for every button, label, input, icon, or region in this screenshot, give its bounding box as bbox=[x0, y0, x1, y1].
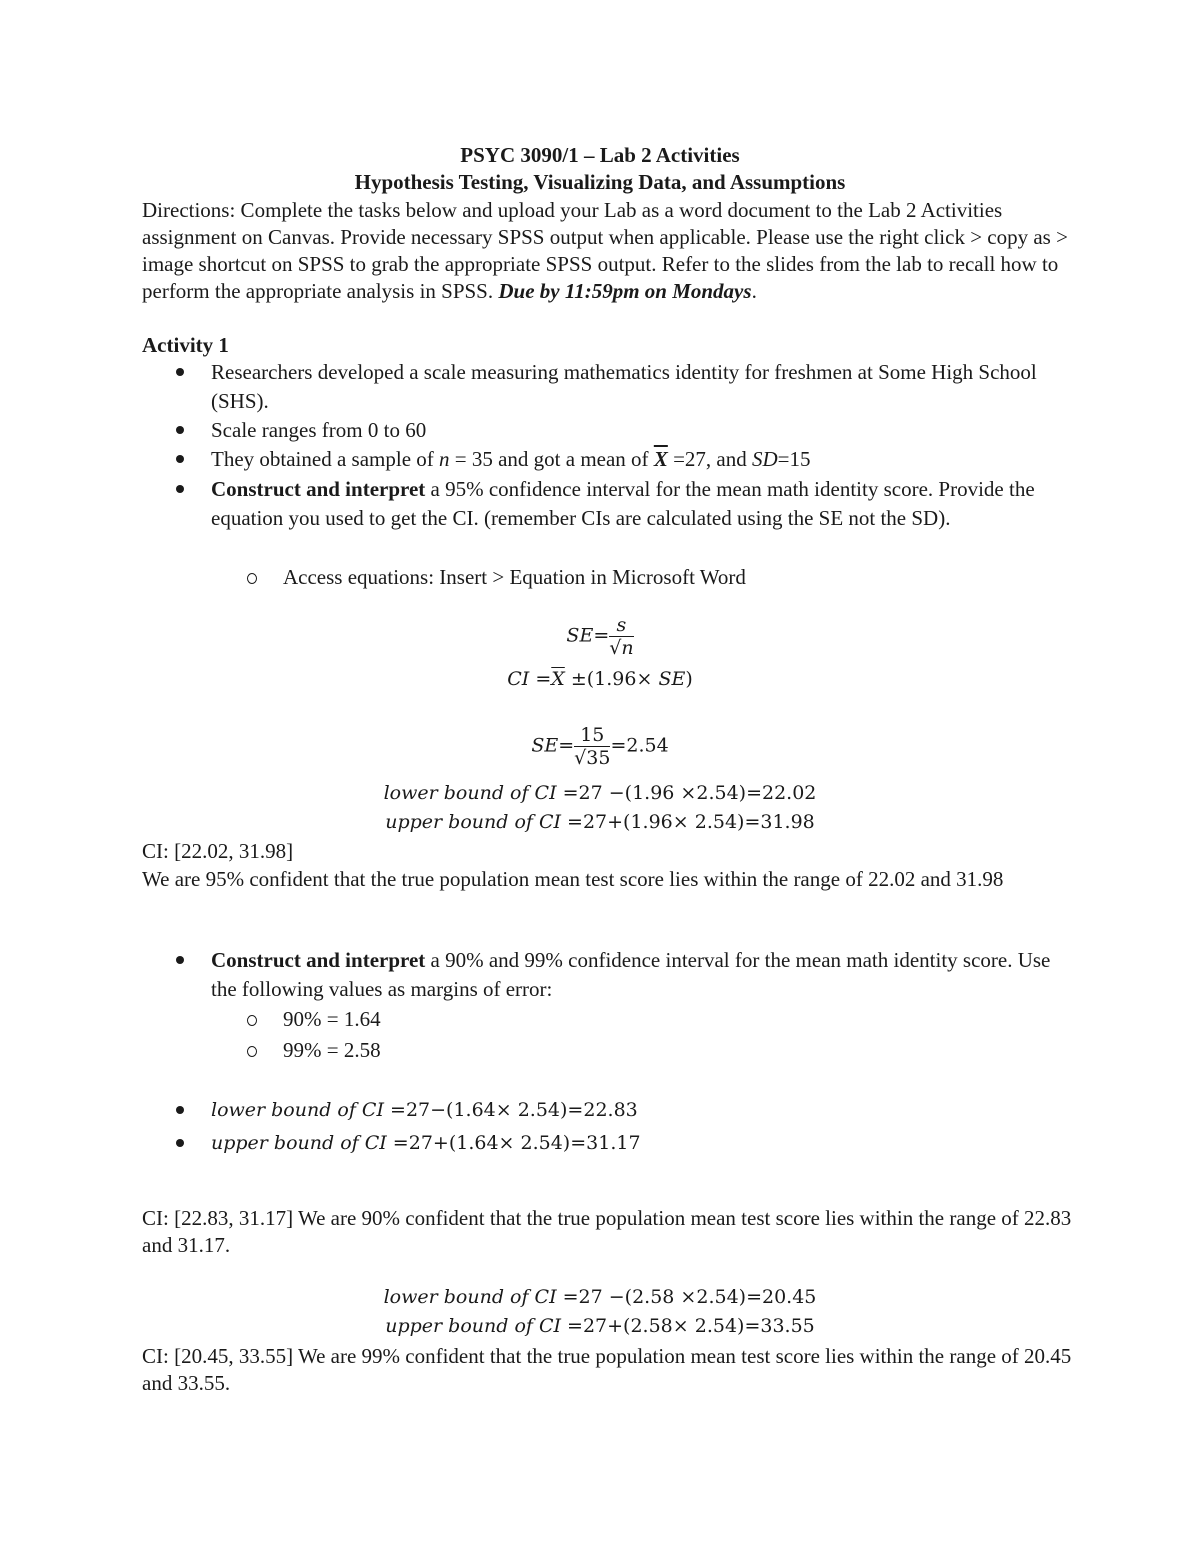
xbar-value: =27 bbox=[667, 447, 706, 471]
equation-lhs: SE bbox=[566, 624, 594, 647]
bullet-text bbox=[211, 445, 1061, 474]
numerator: 15 bbox=[574, 724, 610, 747]
equation-rest: ±(1.96× bbox=[564, 668, 659, 690]
equation-rest: =27+(1.96× 2.54)=31.98 bbox=[561, 811, 815, 833]
sample-text: They obtained a sample of bbox=[211, 447, 440, 471]
equation-rest: =27 −(1.96 ×2.54)=22.02 bbox=[556, 782, 817, 804]
equation-lower-95 bbox=[0, 782, 1200, 804]
n-variable: n bbox=[439, 447, 450, 471]
denominator: √n bbox=[609, 637, 634, 659]
equation-upper-99 bbox=[0, 1315, 1200, 1337]
bullet-text bbox=[211, 946, 1061, 1004]
bullet-icon bbox=[176, 956, 184, 964]
equation-ci: CI $=\overline{X} \pm(1.96\times SE)$ bbox=[507, 668, 693, 690]
equation-rest: =27+(2.58× 2.54)=33.55 bbox=[561, 1315, 815, 1337]
equation-se: SE= $\frac{s}{√n}$ bbox=[566, 614, 634, 659]
equation-lhs: CI bbox=[507, 668, 530, 690]
n-value: = 35 bbox=[449, 447, 493, 471]
equation-lhs: SE bbox=[531, 734, 559, 757]
xbar-symbol: $\overline{X}$ bbox=[551, 668, 565, 690]
bullet-icon bbox=[176, 455, 184, 463]
due-date: Due by 11:59pm on Mondays bbox=[498, 279, 752, 303]
bold-instruction: Construct and interpret bbox=[211, 477, 426, 501]
directions-text: Directions: Complete the tasks below and upload your Lab as a word document to the Lab 2 Activities assignment on Canvas. Provide necessary SPSS output when applicable. Please use the right click > copy as > image shortcut on SPSS to grab the appropriate SPSS output. Refer to the slides from the lab to recall how to perform the appropriate analysis in SPSS. bbox=[142, 198, 1068, 303]
bullet-icon bbox=[176, 1106, 184, 1114]
equation-lower-90 bbox=[211, 1096, 1061, 1125]
ci-90-interpretation: CI: [22.83, 31.17] We are 90% confident that the true population mean test score lies within the range of 22.83 and 31.17. bbox=[142, 1206, 1072, 1257]
instruction-text: a 90% and 99% confidence interval for the mean math identity score. Use the following values as margins of error: bbox=[211, 948, 1051, 1001]
margin-90: 90% = 1.64 bbox=[283, 1007, 381, 1031]
equation-label: lower bound of CI bbox=[211, 1099, 384, 1121]
equation-rest: =27−(1.64× 2.54)=22.83 bbox=[383, 1099, 638, 1121]
bullet-text: Scale ranges from 0 to 60 bbox=[211, 418, 427, 442]
equation-label: lower bound of CI bbox=[383, 782, 557, 804]
equation-se-computed: SE= $\frac{15}{√35}$ =2.54 bbox=[531, 724, 669, 769]
numerator: s bbox=[609, 614, 633, 637]
equation-rest: =27+(1.64× 2.54)=31.17 bbox=[386, 1132, 641, 1154]
ci-95-interpretation: We are 95% confident that the true population mean test score lies within the range of 22.02 and 31.98 bbox=[142, 867, 1004, 891]
bullet-icon bbox=[176, 426, 184, 434]
sub-bullet-icon bbox=[247, 1015, 257, 1026]
bullet-icon bbox=[176, 485, 184, 493]
directions-paragraph bbox=[142, 197, 1072, 305]
document-subtitle: Hypothesis Testing, Visualizing Data, and Assumptions bbox=[354, 170, 846, 194]
sub-bullet-icon bbox=[247, 573, 257, 584]
sub-bullet-text: Access equations: Insert > Equation in Microsoft Word bbox=[283, 565, 746, 589]
fraction bbox=[574, 724, 610, 769]
sub-bullet-icon bbox=[247, 1046, 257, 1057]
equation-upper-95 bbox=[0, 811, 1200, 833]
bullet-icon bbox=[176, 1139, 184, 1147]
document-title: PSYC 3090/1 – Lab 2 Activities bbox=[460, 143, 740, 167]
and-text: , and bbox=[705, 447, 752, 471]
mean-text: and got a mean of bbox=[492, 447, 654, 471]
equation-lower-99 bbox=[0, 1286, 1200, 1308]
equation-close: ) bbox=[685, 668, 693, 690]
directions-end: . bbox=[751, 279, 757, 303]
ci-99-interpretation: CI: [20.45, 33.55] We are 99% confident that the true population mean test score lies within the range of 20.45 and 33.55. bbox=[142, 1344, 1072, 1395]
equation-upper-90 bbox=[211, 1129, 1061, 1158]
equation-label: upper bound of CI bbox=[385, 811, 561, 833]
instruction-text: a 95% confidence interval for the mean math identity score. Provide the equation you used to get the CI. (remember CIs are calculated using the SE not the SD). bbox=[211, 477, 1035, 530]
bullet-text bbox=[211, 475, 1061, 533]
bold-instruction: Construct and interpret bbox=[211, 948, 426, 972]
se-symbol: SE bbox=[658, 668, 686, 690]
equation-rest: =27 −(2.58 ×2.54)=20.45 bbox=[556, 1286, 817, 1308]
fraction bbox=[609, 614, 633, 659]
equation-result: =2.54 bbox=[610, 734, 669, 757]
activity-heading: Activity 1 bbox=[142, 333, 229, 357]
xbar-variable: $\overline{X}$ bbox=[653, 447, 668, 471]
sd-variable: SD bbox=[752, 447, 778, 471]
ci-95-result: CI: [22.02, 31.98] bbox=[142, 839, 294, 863]
sd-value: =15 bbox=[777, 447, 811, 471]
denominator: √35 bbox=[574, 747, 611, 769]
margin-99: 99% = 2.58 bbox=[283, 1038, 381, 1062]
equation-label: upper bound of CI bbox=[211, 1132, 387, 1154]
equation-label: upper bound of CI bbox=[385, 1315, 561, 1337]
bullet-icon bbox=[176, 368, 184, 376]
bullet-text: Researchers developed a scale measuring mathematics identity for freshmen at Some High School (SHS). bbox=[211, 360, 1037, 413]
equation-label: lower bound of CI bbox=[383, 1286, 557, 1308]
